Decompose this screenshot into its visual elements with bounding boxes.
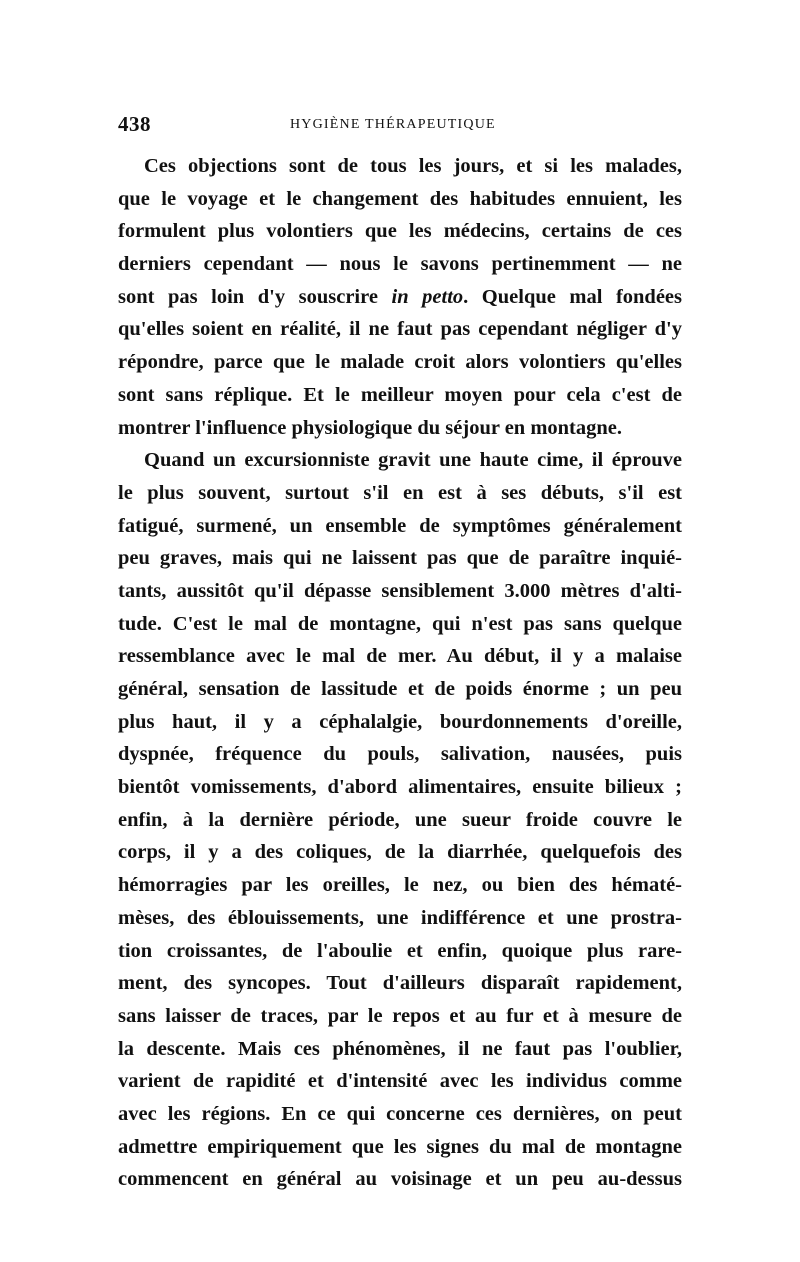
text-line: que le voyage et le changement des habitudes ennuient, les: [118, 187, 682, 210]
italic-phrase: in petto: [391, 285, 464, 308]
text-line: le plus souvent, surtout s'il en est à ses débuts, s'il est: [118, 481, 682, 504]
text-line: fatigué, surmené, un ensemble de symptômes généralement: [118, 514, 682, 537]
text-line: peu graves, mais qui ne laissent pas que de paraître inquié-: [118, 547, 682, 570]
paragraph-1: [118, 150, 682, 444]
text-line: tion croissantes, de l'aboulie et enfin, quoique plus rare-: [118, 939, 682, 962]
text-line: sont sans réplique. Et le meilleur moyen pour cela c'est de: [118, 383, 682, 406]
text-line: formulent plus volontiers que les médecins, certains de ces: [118, 220, 682, 243]
text-line: plus haut, il y a céphalalgie, bourdonnements d'oreille,: [118, 710, 682, 733]
text-line: avec les régions. En ce qui concerne ces dernières, on peut: [118, 1102, 682, 1125]
text-line: enfin, à la dernière période, une sueur froide couvre le: [118, 808, 682, 831]
text-line: varient de rapidité et d'intensité avec les individus comme: [118, 1070, 682, 1093]
running-head: [118, 112, 682, 142]
text-line: dyspnée, fréquence du pouls, salivation, nausées, puis: [118, 743, 682, 766]
text-line: Quand un excursionniste gravit une haute cime, il éprouve: [144, 449, 682, 472]
text-line: corps, il y a des coliques, de la diarrhée, quelquefois des: [118, 841, 682, 864]
text-line: la descente. Mais ces phénomènes, il ne faut pas l'oublier,: [118, 1037, 682, 1060]
page-number: 438: [118, 112, 151, 136]
text-line: général, sensation de lassitude et de poids énorme ; un peu: [118, 678, 682, 700]
text-line: mèses, des éblouissements, une indifférence et une prostra-: [118, 906, 682, 929]
body-text: [118, 150, 682, 1196]
text-line: montrer l'influence physiologique du séjour en montagne.: [118, 416, 623, 439]
paragraph-2: [118, 444, 682, 1196]
text-line: Ces objections sont de tous les jours, et si les malades,: [144, 155, 682, 177]
text-line-mixed: [118, 281, 682, 314]
text-line: tude. C'est le mal de montagne, qui n'est pas sans quelque: [118, 612, 682, 635]
text-line: sans laisser de traces, par le repos et au fur et à mesure de: [118, 1004, 682, 1027]
text-line: commencent en général au voisinage et un peu au-dessus: [118, 1168, 682, 1191]
text-line: ment, des syncopes. Tout d'ailleurs disparaît rapidement,: [118, 972, 682, 995]
text-line: tants, aussitôt qu'il dépasse sensiblement 3.000 mètres d'alti-: [118, 579, 682, 602]
running-title: HYGIÈNE THÉRAPEUTIQUE: [290, 117, 496, 132]
text-segment: . Quelque mal fondées: [463, 285, 682, 308]
text-line: admettre empiriquement que les signes du mal de montagne: [118, 1135, 682, 1158]
text-line: hémorragies par les oreilles, le nez, ou bien des hématé-: [118, 874, 682, 897]
text-line: derniers cependant — nous le savons pertinemment — ne: [118, 253, 682, 276]
text-line: répondre, parce que le malade croit alors volontiers qu'elles: [118, 351, 682, 374]
text-line: qu'elles soient en réalité, il ne faut pas cependant négliger d'y: [118, 318, 682, 341]
text-line: ressemblance avec le mal de mer. Au début, il y a malaise: [118, 645, 682, 668]
text-segment: sont pas loin d'y souscrire: [118, 285, 378, 308]
text-line: bientôt vomissements, d'abord alimentaires, ensuite bilieux ;: [118, 776, 682, 799]
